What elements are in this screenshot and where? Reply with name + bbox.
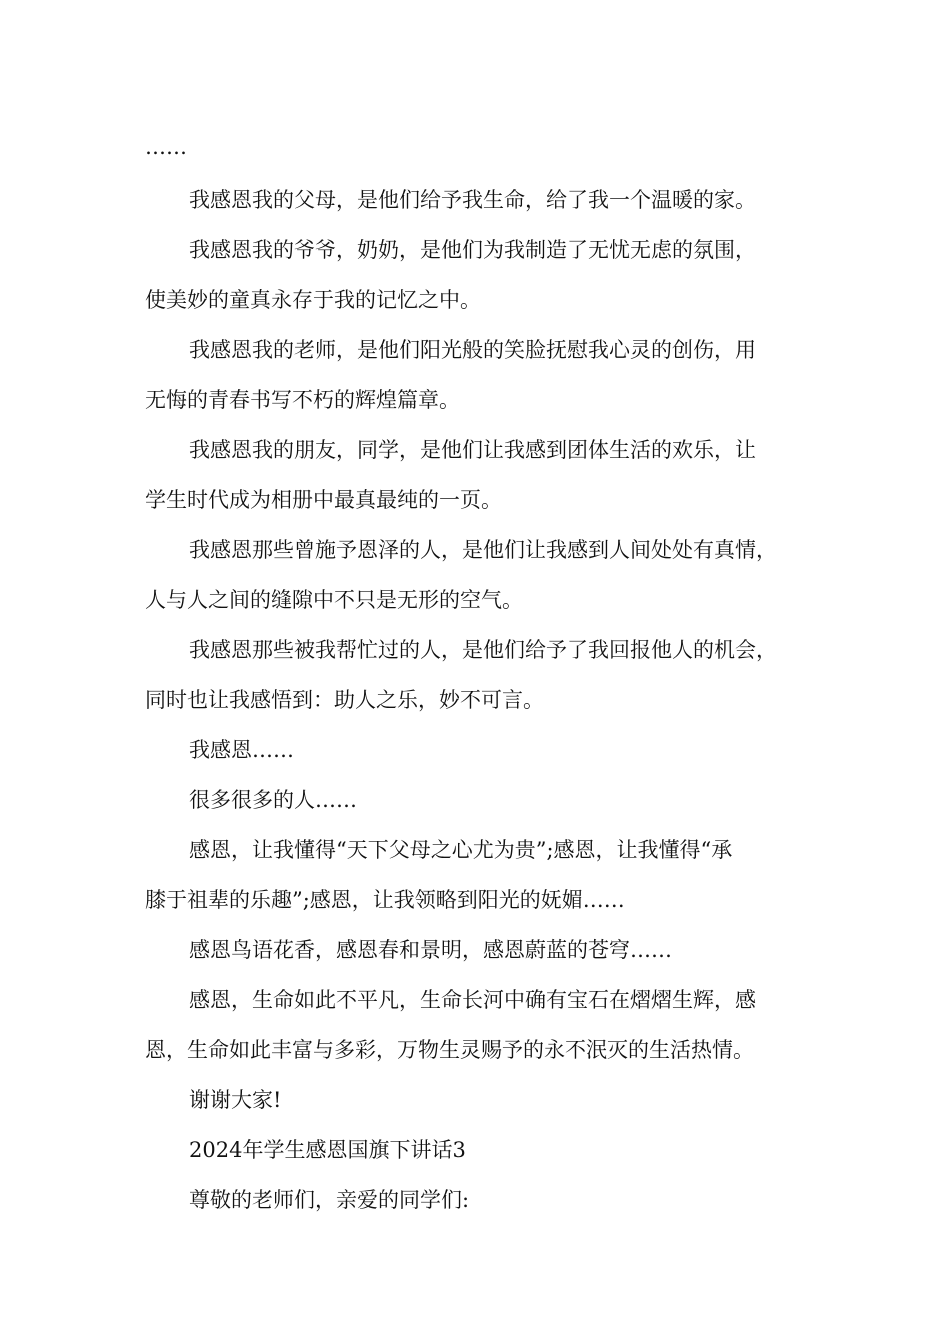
paragraph-parents: 我感恩我的父母，是他们给予我生命，给了我一个温暖的家。	[189, 188, 756, 212]
paragraph-life-line-2: 恩，生命如此丰富与多彩，万物生灵赐予的永不泯灭的生活热情。	[145, 1038, 754, 1062]
paragraph-helped-line-1: 我感恩那些被我帮忙过的人，是他们给予了我回报他人的机会，	[189, 638, 777, 662]
paragraph-many-people: 很多很多的人……	[189, 788, 357, 812]
ellipsis-line: ……	[145, 135, 187, 159]
paragraph-helped-line-2: 同时也让我感悟到：助人之乐，妙不可言。	[145, 688, 544, 712]
paragraph-gratitude-teaches-line-2: 膝于祖辈的乐趣”;感恩，让我领略到阳光的妩媚……	[145, 888, 625, 912]
section-heading: 2024年学生感恩国旗下讲话3	[189, 1138, 466, 1162]
paragraph-teachers-line-1: 我感恩我的老师，是他们阳光般的笑脸抚慰我心灵的创伤，用	[189, 338, 756, 362]
paragraph-friends-line-2: 学生时代成为相册中最真最纯的一页。	[145, 488, 502, 512]
paragraph-grandparents-line-1: 我感恩我的爷爷，奶奶，是他们为我制造了无忧无虑的氛围，	[189, 238, 756, 262]
paragraph-friends-line-1: 我感恩我的朋友，同学，是他们让我感到团体生活的欢乐，让	[189, 438, 756, 462]
paragraph-life-line-1: 感恩，生命如此不平凡，生命长河中确有宝石在熠熠生辉，感	[189, 988, 756, 1012]
paragraph-teachers-line-2: 无悔的青春书写不朽的辉煌篇章。	[145, 388, 460, 412]
paragraph-benefactors-line-2: 人与人之间的缝隙中不只是无形的空气。	[145, 588, 523, 612]
paragraph-nature: 感恩鸟语花香，感恩春和景明，感恩蔚蓝的苍穹……	[189, 938, 672, 962]
paragraph-grandparents-line-2: 使美妙的童真永存于我的记忆之中。	[145, 288, 481, 312]
salutation: 尊敬的老师们，亲爱的同学们:	[189, 1188, 470, 1212]
paragraph-gratitude-teaches-line-1: 感恩，让我懂得“天下父母之心尤为贵”;感恩，让我懂得“承	[189, 838, 733, 862]
closing-thanks: 谢谢大家!	[189, 1088, 282, 1112]
paragraph-i-am-grateful: 我感恩……	[189, 738, 294, 762]
paragraph-benefactors-line-1: 我感恩那些曾施予恩泽的人，是他们让我感到人间处处有真情，	[189, 538, 777, 562]
